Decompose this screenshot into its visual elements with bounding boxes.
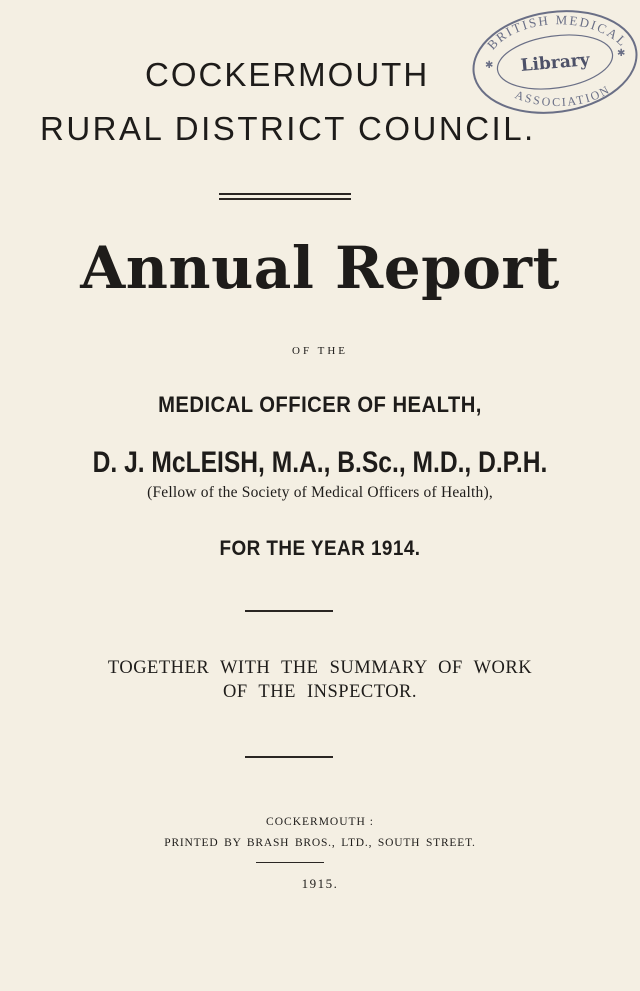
report-title: Annual Report	[80, 234, 560, 302]
report-year: FOR THE YEAR 1914.	[219, 537, 421, 560]
imprint-place: COCKERMOUTH :	[266, 816, 374, 828]
svg-text:ASSOCIATION	[513, 82, 613, 109]
imprint-year: 1915.	[301, 876, 339, 891]
summary-line2: OF THE INSPECTOR.	[222, 682, 418, 702]
divider-rule	[245, 610, 333, 612]
officer-title: MEDICAL OFFICER OF HEALTH,	[158, 392, 482, 417]
stamp-center-text: Library	[519, 50, 591, 76]
imprint-printer: PRINTED BY BRASH BROS., LTD., SOUTH STREET.	[164, 837, 476, 849]
of-the-label: OF THE	[292, 345, 348, 357]
svg-text:✱: ✱	[485, 60, 494, 71]
stamp-top-text: BRITISH MEDICAL	[483, 12, 632, 53]
officer-name: D. J. McLEISH, M.A., B.Sc., M.D., D.P.H.	[92, 446, 548, 479]
summary-line1: TOGETHER WITH THE SUMMARY OF WORK	[107, 658, 533, 678]
double-rule-bottom	[219, 198, 351, 200]
svg-text:✱: ✱	[617, 48, 626, 59]
stamp-bottom-text: ASSOCIATION	[513, 82, 614, 110]
divider-rule-2	[245, 756, 333, 758]
imprint-rule	[256, 862, 324, 863]
fellowship-note: (Fellow of the Society of Medical Officers of Health),	[147, 484, 493, 501]
double-rule-top	[219, 193, 351, 195]
council-name-line2: RURAL DISTRICT COUNCIL.	[40, 110, 536, 147]
council-name-line1: COCKERMOUTH	[145, 56, 430, 93]
library-stamp-icon	[467, 4, 640, 116]
